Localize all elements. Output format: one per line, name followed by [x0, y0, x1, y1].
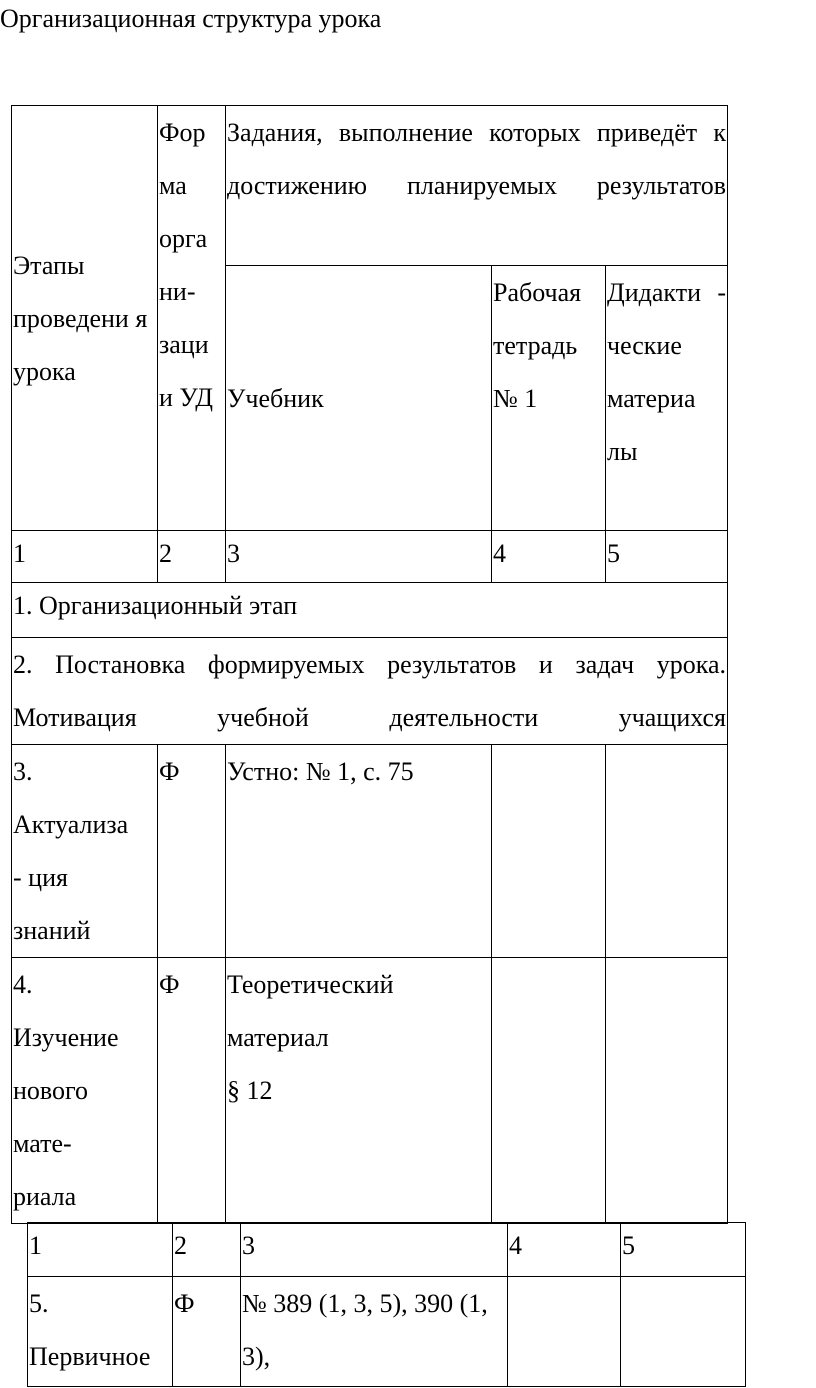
header-didactic: Дидакти - ческие материа лы	[606, 266, 728, 531]
row-form: Ф	[158, 958, 226, 1224]
row-workbook	[508, 1277, 621, 1387]
col-number-4: 4	[492, 531, 606, 583]
col-number-3: 3	[226, 531, 492, 583]
row-form: Ф	[158, 745, 226, 958]
lesson-structure-table-continued	[27, 1222, 746, 1387]
page-title: Организационная структура урока	[0, 4, 382, 33]
header-tasks: Задания, выполнение которых приведёт к достижению планируемых результатов	[226, 106, 728, 266]
stage-organizational: 1. Организационный этап	[12, 583, 728, 638]
row-workbook	[492, 745, 606, 958]
row-stage: 3. Актуализа - ция знаний	[12, 745, 158, 958]
row-textbook: Теоретический материал § 12	[226, 958, 492, 1224]
row-stage: 4. Изучение нового мате- риала	[12, 958, 158, 1224]
row-stage: 5. Первичное	[28, 1277, 173, 1387]
stage-goals-motivation: 2. Постановка формируемых результатов и задач урока. Мотивация учебной деятельности учащихся	[12, 638, 728, 745]
lesson-structure-table	[11, 105, 728, 1224]
col-number-1: 1	[12, 531, 158, 583]
row-didactic	[606, 958, 728, 1224]
col-number-3: 3	[241, 1223, 508, 1277]
header-textbook: Учебник	[226, 266, 492, 531]
col-number-5: 5	[606, 531, 728, 583]
row-textbook: Устно: № 1, с. 75	[226, 745, 492, 958]
header-form: Фор ма орга ни- заци и УД	[158, 106, 226, 531]
header-stages: Этапы проведени я урока	[12, 106, 158, 531]
col-number-2: 2	[158, 531, 226, 583]
table-row	[28, 1277, 746, 1387]
col-number-2: 2	[173, 1223, 241, 1277]
row-form: Ф	[173, 1277, 241, 1387]
col-number-5: 5	[621, 1223, 746, 1277]
col-number-1: 1	[28, 1223, 173, 1277]
header-workbook: Рабочая тетрадь № 1	[492, 266, 606, 531]
row-didactic	[621, 1277, 746, 1387]
row-didactic	[606, 745, 728, 958]
table-row	[12, 958, 728, 1224]
col-number-4: 4	[508, 1223, 621, 1277]
row-workbook	[492, 958, 606, 1224]
table-row	[12, 745, 728, 958]
row-textbook: № 389 (1, 3, 5), 390 (1, 3),	[241, 1277, 508, 1387]
